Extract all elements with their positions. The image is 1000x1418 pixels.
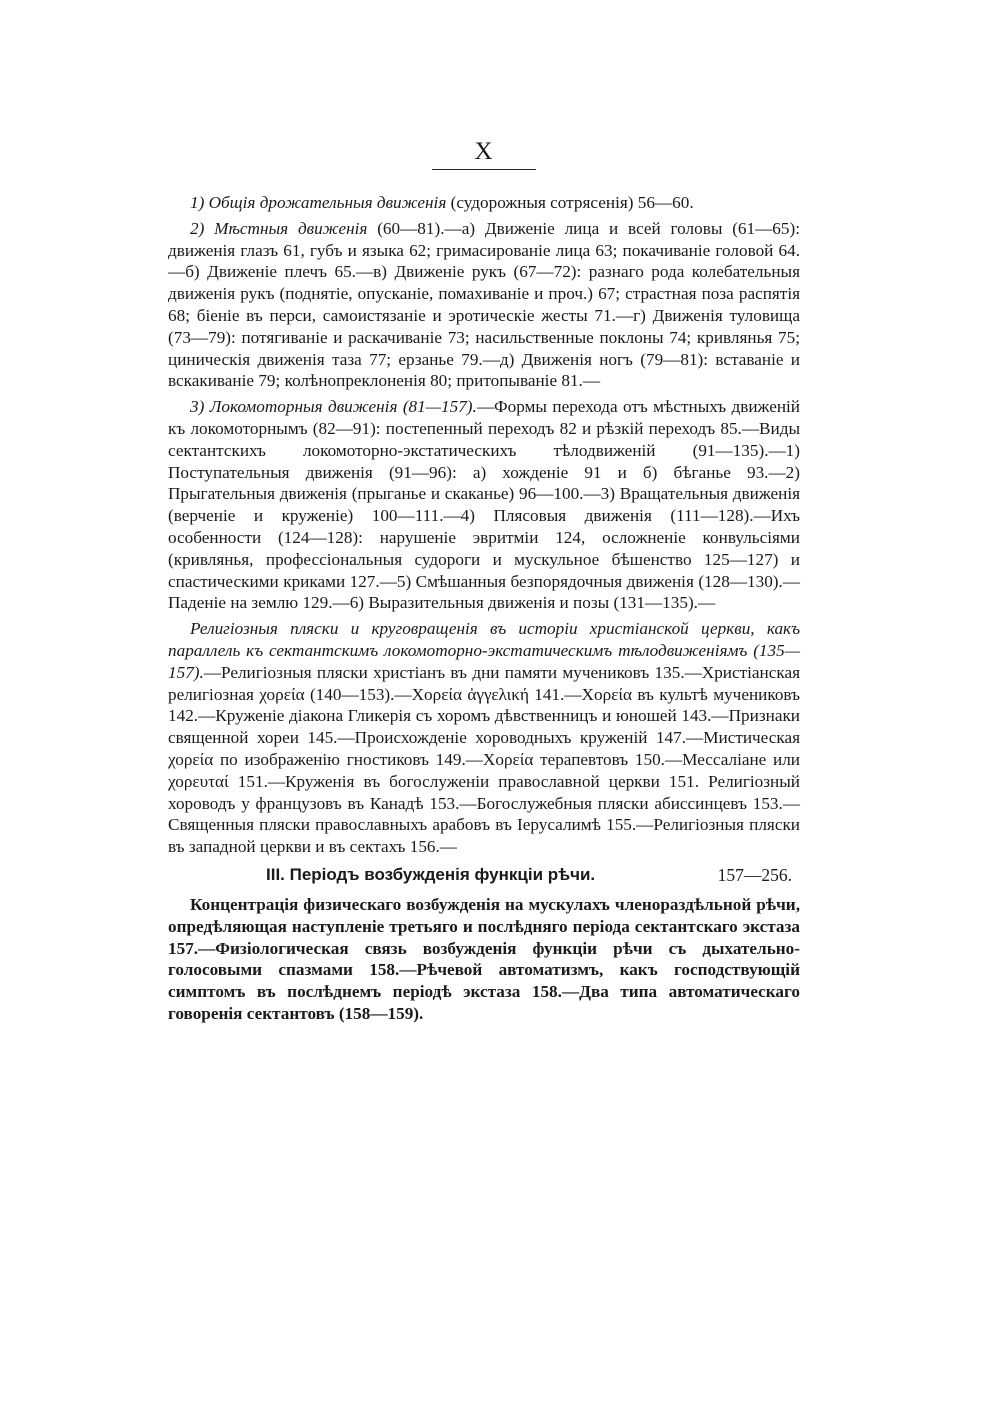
entry-4-title: Религіозныя пляски и круговращенія въ исторіи христіанской церкви, какъ параллель къ сектантскимъ локомоторно-экстатическимъ тѣлодвиженіямъ (135—157).	[168, 619, 800, 682]
entry-1-body: (судорожныя сотрясенія) 56—60.	[446, 193, 694, 212]
entry-2-title: 2) Мѣстныя движенія	[190, 218, 368, 238]
entry-3-title: 3) Локомоторныя движенія (81—157).	[190, 397, 477, 417]
toc-entry-3	[168, 396, 800, 614]
toc-entry-4	[168, 618, 800, 858]
chapter-pages: 157—256.	[717, 864, 792, 885]
page-number: X	[474, 138, 494, 165]
toc-entry-1	[168, 192, 800, 214]
chapter-summary: Концентрація физическаго возбужденія на мускулахъ членораздѣльной рѣчи, опредѣляющая наступленіе третьяго и послѣдняго періода сектантскаго экстаза 157.—Физіологическая связь возбужденія функціи рѣчи съ дыхательно-голосовыми спазмами 158.—Рѣчевой автоматизмъ, какъ господствующій симптомъ въ послѣднемъ періодѣ экстаза 158.—Два типа автоматическаго говоренія сектантовъ (158—159).	[168, 894, 800, 1023]
entry-4-body: —Религіозныя пляски христіанъ въ дни памяти мучениковъ 135.—Христіанская религіозная χορεία (140—153).—Χορεία ἀγγελική 141.—Χορεία въ культѣ мучениковъ 142.—Круженіе діакона Гликерія съ хоромъ дѣвственницъ и юношей 143.—Признаки священной хореи 145.—Происхожденіе хороводныхъ круженій 147.—Мистическая χορεία по изображенію гностиковъ 149.—Χορεία терапевтовъ 150.—Мессаліане или χορευταί 151.—Круженія въ богослуженіи православной церкви 151. Религіозный хороводъ у французовъ въ Канадѣ 153.—Богослужебныя пляски абиссинцевъ 153.—Священныя пляски православныхъ арабовъ въ Іерусалимѣ 155.—Религіозныя пляски въ западной церкви и въ сектахъ 156.—	[168, 662, 800, 857]
toc-entry-2	[168, 218, 800, 392]
toc-page	[168, 135, 800, 1029]
header-rule	[432, 169, 536, 170]
chapter-heading	[168, 862, 800, 888]
entry-2-body: (60—81).—а) Движеніе лица и всей головы (61—65): движенія глазъ 61, губъ и языка 62; гримасированіе лица 63; покачиваніе головой 64.—б) Движеніе плечъ 65.—в) Движеніе рукъ (67—72): разнаго рода колебательныя движенія рукъ (поднятіе, опусканіе, помахиваніе и проч.) 67; страстная поза распятія 68; біеніе въ перси, самоистязаніе и эротическіе жесты 71.—г) Движенія туловища (73—79): потягиваніе и раскачиваніе 73; насильственные поклоны 74; кривлянья 75; циническія движенія таза 77; ерзанье 79.—д) Движенія ногъ (79—81): вставаніе и вскакиваніе 79; колѣнопреклоненія 80; притопываніе 81.—	[168, 218, 800, 391]
entry-3-body: —Формы перехода отъ мѣстныхъ движеній къ локомоторнымъ (82—91): постепенный переходъ 82 и рѣзкій переходъ 85.—Виды сектантскихъ локомоторно-экстатическихъ тѣлодвиженій (91—135).—1) Поступательныя движенія (91—96): а) хожденіе 91 и б) бѣганье 93.—2) Прыгательныя движенія (прыганье и скаканье) 96—100.—3) Вращательныя движенія (верченіе и круженіе) 100—111.—4) Плясовыя движенія (111—128).—Ихъ особенности (124—128): нарушеніе эвритміи 124, осложненіе конвульсіями (кривлянья, профессіональныя судороги и мускульное бѣшенство 125—127) и спастическими криками 127.—5) Смѣшанныя безпорядочныя движенія (128—130).—Паденіе на землю 129.—6) Выразительныя движенія и позы (131—135).—	[168, 397, 801, 613]
entry-1-title: 1) Общія дрожательныя движенія	[190, 193, 447, 212]
chapter-title: III. Періодъ возбужденія функціи рѣчи.	[266, 864, 596, 884]
